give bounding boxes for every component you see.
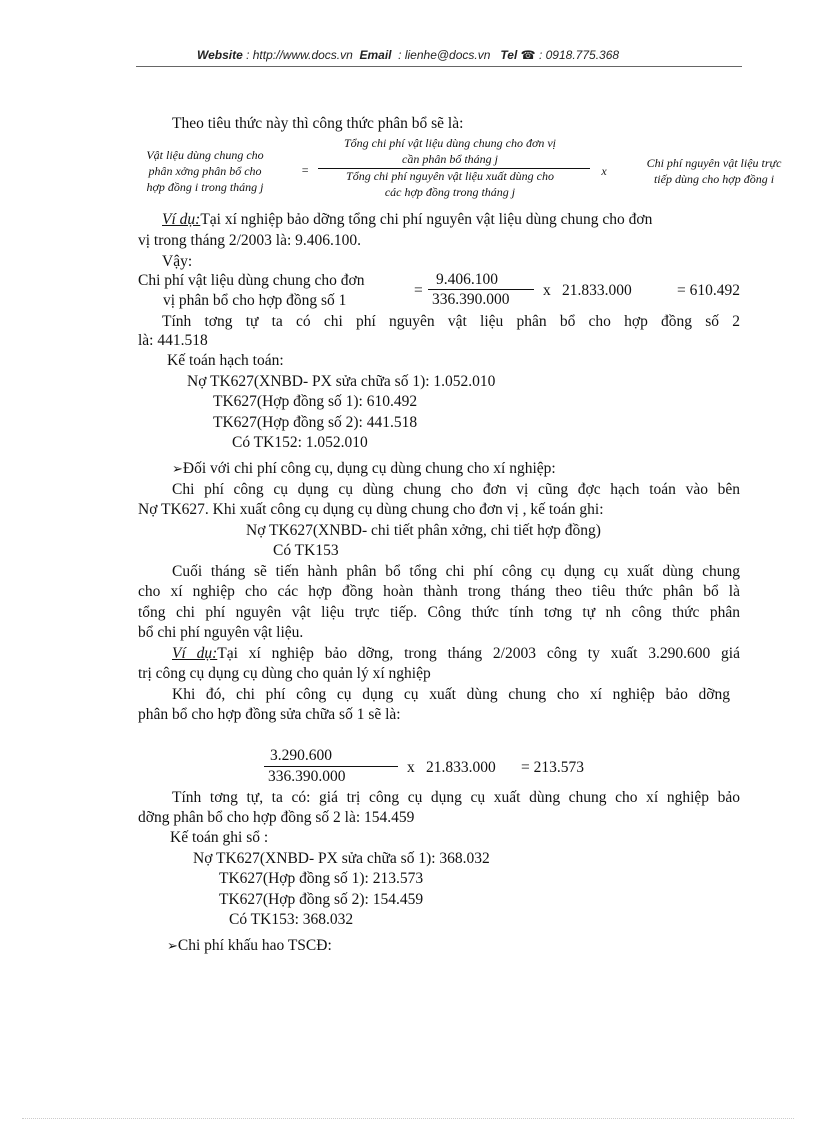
arrow-bullet-icon: ➢: [167, 938, 178, 953]
entry1-line: TK627(Hợp đồng số 1): 610.492: [213, 393, 418, 410]
calc2-factor: 21.833.000: [426, 759, 496, 776]
tools-p2-line3: tổng chi phí nguyên vật liệu trực tiếp. Công thức tính tơng tự nh công thức phân: [138, 604, 740, 621]
entry2-line: TK627(Hợp đồng số 2): 154.459: [219, 891, 424, 908]
similar2-line1: Tính tơng tự, ta có: giá trị công cụ dụng cụ xuất dùng chung cho xí nghiệp bảo: [172, 789, 740, 806]
entry1-line: Nợ TK627(XNBD- PX sửa chữa số 1): 1.052.010: [187, 373, 496, 390]
tools-entry-line2: Có TK153: [273, 542, 339, 559]
website-url[interactable]: : http://www.docs.vn: [246, 48, 353, 62]
tools-heading: ➢Đối với chi phí công cụ, dụng cụ dùng chung cho xí nghiệp:: [172, 460, 556, 477]
formula1-left: Vật liệu dùng chung cho phân xởng phân bổ cho hợp đồng i trong tháng j: [146, 148, 264, 194]
similar2-line2: dỡng phân bổ cho hợp đồng số 2 là: 154.459: [138, 809, 415, 826]
entry1-line: Có TK152: 1.052.010: [232, 434, 368, 451]
entry1-title: Kế toán hạch toán:: [167, 352, 284, 369]
tools-p2-line1: Cuối tháng sẽ tiến hành phân bổ tổng chi phí công cụ dụng cụ xuất dùng chung: [172, 563, 740, 580]
calc2-times: x: [407, 759, 415, 776]
header-rule: [136, 66, 742, 67]
phone-icon: ☎: [520, 48, 536, 62]
page-header: [0, 48, 816, 62]
page-bottom-rule: [22, 1118, 794, 1119]
email-value[interactable]: : lienhe@docs.vn: [398, 48, 491, 62]
formula1-equals: =: [300, 163, 310, 177]
calc1-left-2: vị phân bổ cho hợp đồng số 1: [163, 292, 347, 309]
formula1-denominator: Tổng chi phí nguyên vật liệu xuất dùng cho các hợp đồng trong tháng j: [346, 169, 554, 199]
depreciation-heading: ➢Chi phí khấu hao TSCĐ:: [167, 937, 332, 954]
entry2-line: TK627(Hợp đồng số 1): 213.573: [219, 870, 424, 887]
calc1-left-1: Chi phí vật liệu dùng chung cho đơn: [138, 272, 365, 289]
example2-line2: trị công cụ dụng cụ dùng cho quản lý xí nghiệp: [138, 665, 431, 682]
example1-label: Ví dụ:: [162, 211, 201, 228]
tools-p1-line1: Chi phí công cụ dụng cụ dùng chung cho đơn vị cũng đợc hạch toán vào bên: [172, 481, 740, 498]
example1-line2: vị trong tháng 2/2003 là: 9.406.100.: [138, 232, 362, 249]
formula1-right: Chi phí nguyên vật liệu trực tiếp dùng cho hợp đồng i: [646, 156, 782, 186]
tel-label: Tel: [500, 48, 518, 62]
tel-value: : 0918.775.368: [538, 48, 620, 62]
arrow-bullet-icon: ➢: [172, 461, 183, 476]
entry1-line: TK627(Hợp đồng số 2): 441.518: [213, 414, 418, 431]
example1-line1: Ví dụ:Tại xí nghiệp bảo dỡng tổng chi phí nguyên vật liệu dùng chung cho đơn: [162, 211, 653, 228]
intro-text: Theo tiêu thức này thì công thức phân bổ sẽ là:: [172, 115, 464, 132]
similar1-line1: Tính tơng tự ta có chi phí nguyên vật liệu phân bổ cho hợp đồng số 2: [162, 313, 740, 330]
tools-p1-line2: Nợ TK627. Khi xuất công cụ dụng cụ dùng chung cho đơn vị , kế toán ghi:: [138, 501, 604, 518]
entry2-line: Nợ TK627(XNBD- PX sửa chữa số 1): 368.032: [193, 850, 490, 867]
formula1-times: x: [601, 164, 607, 178]
calc2-result: = 213.573: [521, 759, 584, 776]
calc1-equals: =: [414, 282, 423, 299]
example2-line1: Ví dụ:Tại xí nghiệp bảo dỡng, trong tháng 2/2003 công ty xuất 3.290.600 giá: [172, 645, 740, 662]
email-label: Email: [359, 48, 392, 62]
tools-p2-line4: bổ chi phí nguyên vật liệu.: [138, 624, 304, 641]
entry2-title: Kế toán ghi sổ :: [170, 829, 269, 846]
similar1-line2: là: 441.518: [138, 332, 208, 349]
tools-p3-line1: Khi đó, chi phí công cụ dụng cụ xuất dùng chung cho xí nghiệp bảo dỡng: [172, 686, 730, 703]
calc1-factor: 21.833.000: [562, 282, 632, 299]
website-label: Website: [196, 48, 243, 62]
calc1-denominator: 336.390.000: [432, 291, 510, 308]
entry2-line: Có TK153: 368.032: [229, 911, 354, 928]
calc2-numerator: 3.290.600: [270, 747, 332, 764]
tools-p2-line2: cho xí nghiệp cho các hợp đồng hoàn thành trong tháng theo tiêu thức phân bổ là: [138, 583, 740, 600]
calc1-times: x: [543, 282, 551, 299]
formula1-numerator: Tổng chi phí vật liệu dùng chung cho đơn vị cần phân bổ tháng j: [343, 136, 557, 166]
example2-label: Ví dụ:: [172, 645, 218, 662]
calc1-result: = 610.492: [677, 282, 740, 299]
example1-vay: Vậy:: [162, 253, 193, 270]
tools-entry-line1: Nợ TK627(XNBD- chi tiết phân xởng, chi tiết hợp đồng): [246, 522, 601, 539]
tools-p3-line2: phân bổ cho hợp đồng sửa chữa số 1 sẽ là:: [138, 706, 401, 723]
calc2-denominator: 336.390.000: [268, 768, 346, 785]
calc1-numerator: 9.406.100: [436, 271, 498, 288]
